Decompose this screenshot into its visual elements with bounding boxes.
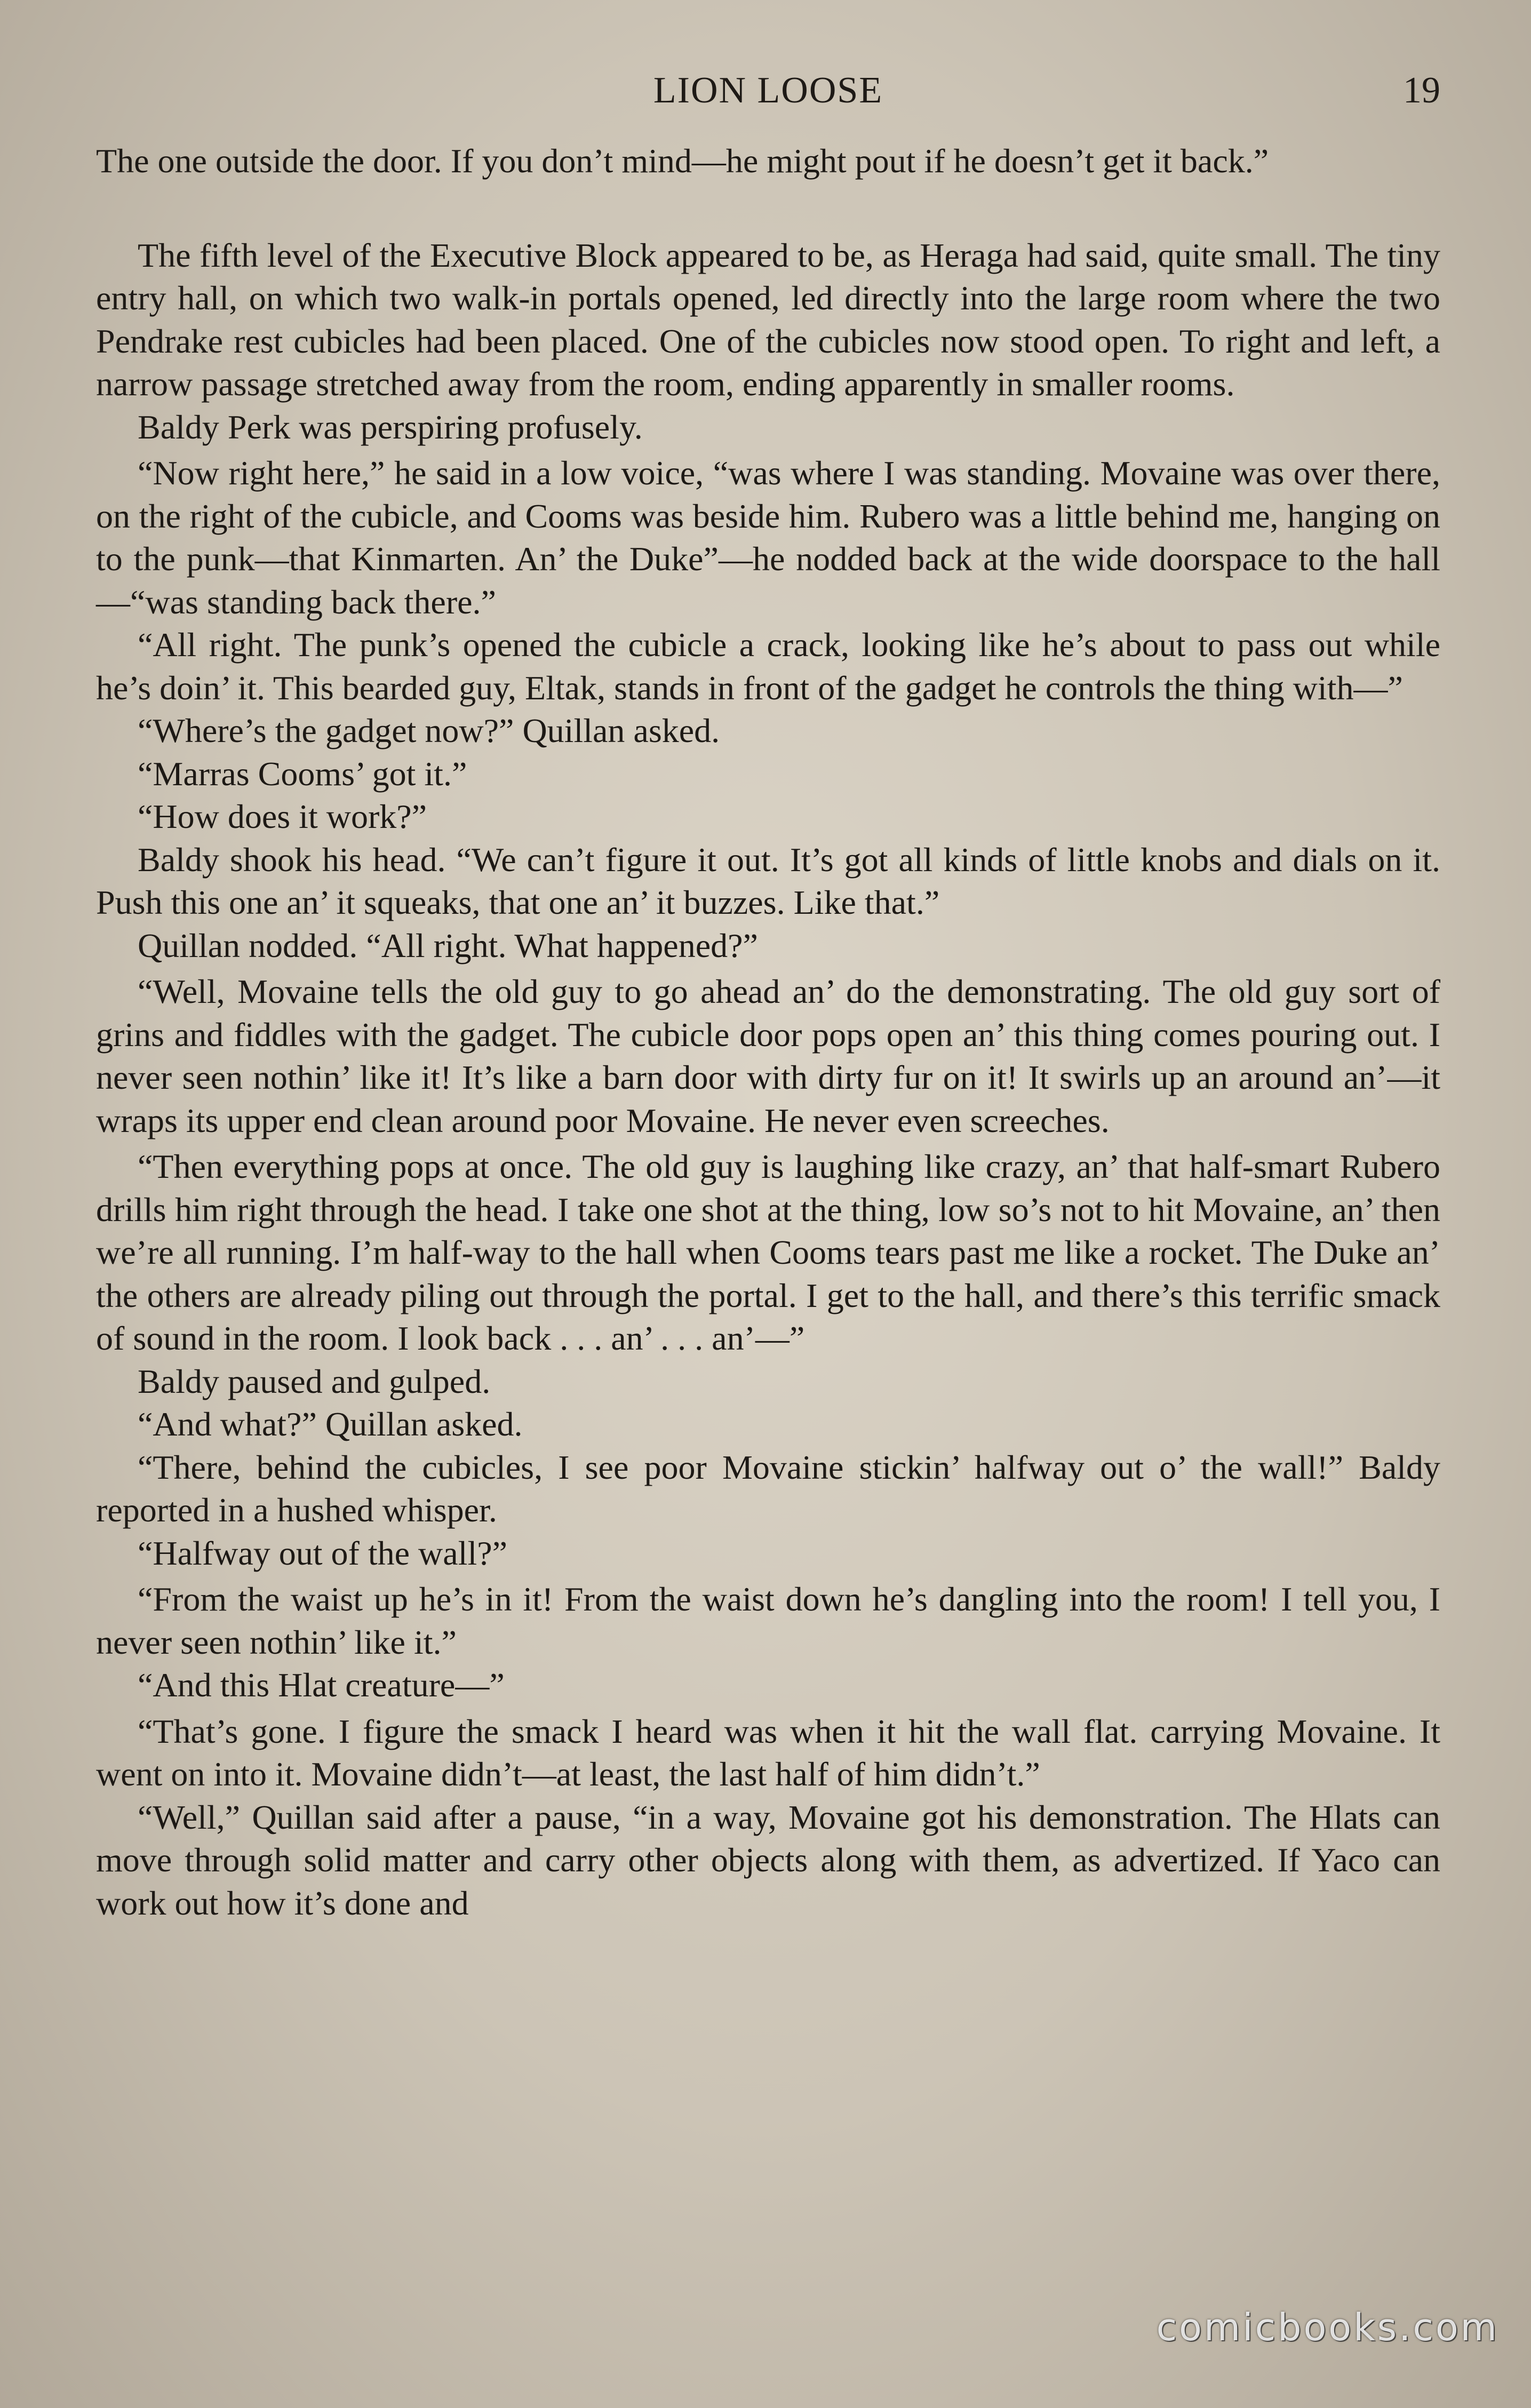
page-number: 19 <box>1403 70 1440 111</box>
paragraph: “All right. The punk’s opened the cubicle a crack, looking like he’s about to pass out while he’s doin’ it. This bearded guy, Eltak, stands in front of the gadget he controls the thing with—” <box>96 626 1440 707</box>
paragraph: “Well, Movaine tells the old guy to go ahead an’ do the demonstrating. The old guy sort of grins and fiddles with the gadget. The cubicle door pops open an’ this thing comes pouring out. I never seen nothin’ like it! It’s like a barn door with dirty fur on it! It swirls up an around an’—it wraps its upper end clean around poor Movaine. He never even screeches. <box>96 972 1440 1139</box>
watermark: comicbooks.com <box>1156 2306 1499 2349</box>
paragraph: “Then everything pops at once. The old guy is laughing like crazy, an’ that half-smart Rubero drills him right through the head. I take one shot at the thing, low so’s not to hit Movaine, an’ then we’re all running. I’m half-way to the hall when Cooms tears past me like a rocket. The Duke an’ the others are already piling out through the portal. I get to the hall, and there’s this terrific smack of sound in the room. I look back . . . an’ . . . an’—” <box>96 1147 1440 1357</box>
paragraph: “How does it work?” <box>138 798 427 835</box>
paragraph: Baldy paused and gulped. <box>138 1362 491 1400</box>
body-text <box>96 140 1440 1925</box>
paragraph: “Marras Cooms’ got it.” <box>138 754 467 793</box>
paragraph: The one outside the door. If you don’t mind—he might pout if he doesn’t get it back.” <box>96 142 1269 180</box>
paragraph: “Now right here,” he said in a low voice, “was where I was standing. Movaine was over there, on the right of the cubicle, and Cooms was beside him. Rubero was a little behind me, hanging on to the punk—that Kinmarten. An’ the Duke”—he nodded back at the wide doorspace to the hall—“was standing back there.” <box>96 454 1440 621</box>
paragraph: “Where’s the gadget now?” Quillan asked. <box>138 712 720 749</box>
paragraph: “And what?” Quillan asked. <box>138 1405 523 1443</box>
paragraph: “There, behind the cubicles, I see poor Movaine stickin’ halfway out o’ the wall!” Baldy reported in a hushed whisper. <box>96 1448 1440 1529</box>
paragraph: “That’s gone. I figure the smack I heard was when it hit the wall flat. carrying Movaine. It went on into it. Movaine didn’t—at least, the last half of him didn’t.” <box>96 1712 1440 1793</box>
paragraph: Baldy shook his head. “We can’t figure it out. It’s got all kinds of little knobs and dials on it. Push this one an’ it squeaks, that one an’ it buzzes. Like that.” <box>96 840 1440 921</box>
running-head <box>96 69 1440 123</box>
paragraph: “Well,” Quillan said after a pause, “in a way, Movaine got his demonstration. The Hlats can move through solid matter and carry other objects along with them, as advertized. If Yaco can work out how it’s done and <box>96 1798 1440 1922</box>
paragraph: “And this Hlat creature—” <box>138 1666 505 1704</box>
paragraph: The fifth level of the Executive Block appeared to be, as Heraga had said, quite small. The tiny entry hall, on which two walk-in portals opened, led directly into the large room where the two Pendrake rest cubicles had been placed. One of the cubicles now stood open. To right and left, a narrow passage stretched away from the room, ending apparently in smaller rooms. <box>96 236 1440 403</box>
paragraph: “Halfway out of the wall?” <box>138 1534 508 1572</box>
paragraph: Baldy Perk was perspiring profusely. <box>138 408 643 446</box>
running-title: LION LOOSE <box>653 70 883 111</box>
paragraph: “From the waist up he’s in it! From the waist down he’s dangling into the room! I tell you, I never seen nothin’ like it.” <box>96 1580 1440 1661</box>
paragraph: Quillan nodded. “All right. What happened?” <box>138 926 758 964</box>
